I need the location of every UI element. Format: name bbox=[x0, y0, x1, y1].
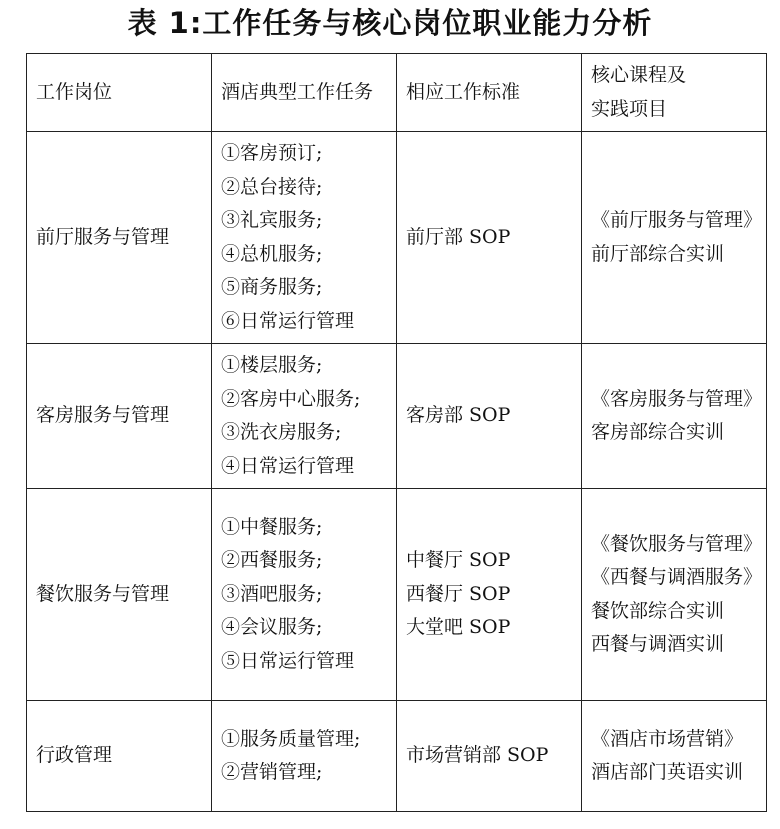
courses-cell bbox=[582, 132, 767, 344]
standard-item: 市场营销部 SOP bbox=[406, 744, 549, 767]
course-item: 前厅部综合实训 bbox=[591, 242, 725, 265]
position-cell: 客房服务与管理 bbox=[27, 344, 212, 489]
course-item: 餐饮部综合实训 bbox=[591, 599, 725, 622]
tasks-cell bbox=[212, 344, 397, 489]
task-item: ③洗衣房服务; bbox=[221, 421, 342, 443]
standards-cell bbox=[397, 132, 582, 344]
task-item: ③酒吧服务; bbox=[221, 582, 323, 605]
standard-item: 前厅部 SOP bbox=[406, 225, 511, 248]
table-row bbox=[27, 344, 767, 489]
standards-cell bbox=[397, 344, 582, 489]
table-row bbox=[27, 132, 767, 344]
task-item: ②西餐服务; bbox=[221, 549, 323, 572]
header-row bbox=[27, 54, 767, 132]
course-item: 《前厅服务与管理》 bbox=[591, 209, 763, 231]
header-courses-line: 核心课程及 bbox=[591, 64, 687, 86]
course-item: 客房部综合实训 bbox=[591, 421, 725, 443]
standard-item: 客房部 SOP bbox=[406, 404, 511, 427]
tasks-cell bbox=[212, 132, 397, 344]
competency-table bbox=[26, 53, 767, 812]
task-item: ④日常运行管理 bbox=[221, 454, 355, 477]
standard-item: 西餐厅 SOP bbox=[406, 582, 511, 605]
header-courses-line: 实践项目 bbox=[591, 97, 668, 120]
standards-cell bbox=[397, 489, 582, 701]
position-cell: 餐饮服务与管理 bbox=[27, 489, 212, 701]
course-item: 《西餐与调酒服务》 bbox=[591, 566, 763, 588]
table-row bbox=[27, 701, 767, 812]
task-item: ②客房中心服务; bbox=[221, 387, 361, 410]
courses-cell bbox=[582, 344, 767, 489]
tasks-cell bbox=[212, 701, 397, 812]
course-item: 《酒店市场营销》 bbox=[591, 727, 744, 750]
task-item: ②营销管理; bbox=[221, 761, 323, 783]
standard-item: 大堂吧 SOP bbox=[406, 616, 511, 639]
course-item: 西餐与调酒实训 bbox=[591, 633, 725, 655]
header-cell-tasks: 酒店典型工作任务 bbox=[212, 54, 397, 132]
task-item: ④总机服务; bbox=[221, 242, 323, 265]
course-item: 《客房服务与管理》 bbox=[591, 387, 763, 410]
courses-cell bbox=[582, 701, 767, 812]
courses-cell bbox=[582, 489, 767, 701]
standard-item: 中餐厅 SOP bbox=[406, 549, 511, 572]
course-item: 《餐饮服务与管理》 bbox=[591, 532, 763, 555]
task-item: ⑤日常运行管理 bbox=[221, 649, 355, 672]
task-item: ①客房预订; bbox=[221, 142, 323, 164]
table-title: 表 1:工作任务与核心岗位职业能力分析 bbox=[127, 6, 653, 40]
task-item: ①服务质量管理; bbox=[221, 727, 361, 750]
task-item: ①中餐服务; bbox=[221, 515, 323, 538]
header-cell-courses bbox=[582, 54, 767, 132]
tasks-cell bbox=[212, 489, 397, 701]
course-item: 酒店部门英语实训 bbox=[591, 761, 744, 783]
task-item: ④会议服务; bbox=[221, 616, 323, 639]
header-cell-standards: 相应工作标准 bbox=[397, 54, 582, 132]
standards-cell bbox=[397, 701, 582, 812]
task-item: ⑥日常运行管理 bbox=[221, 309, 355, 332]
position-cell: 前厅服务与管理 bbox=[27, 132, 212, 344]
task-item: ①楼层服务; bbox=[221, 354, 323, 376]
task-item: ⑤商务服务; bbox=[221, 276, 323, 298]
table-row bbox=[27, 489, 767, 701]
header-cell-position: 工作岗位 bbox=[27, 54, 212, 132]
position-cell: 行政管理 bbox=[27, 701, 212, 812]
task-item: ②总台接待; bbox=[221, 175, 323, 198]
task-item: ③礼宾服务; bbox=[221, 209, 323, 231]
